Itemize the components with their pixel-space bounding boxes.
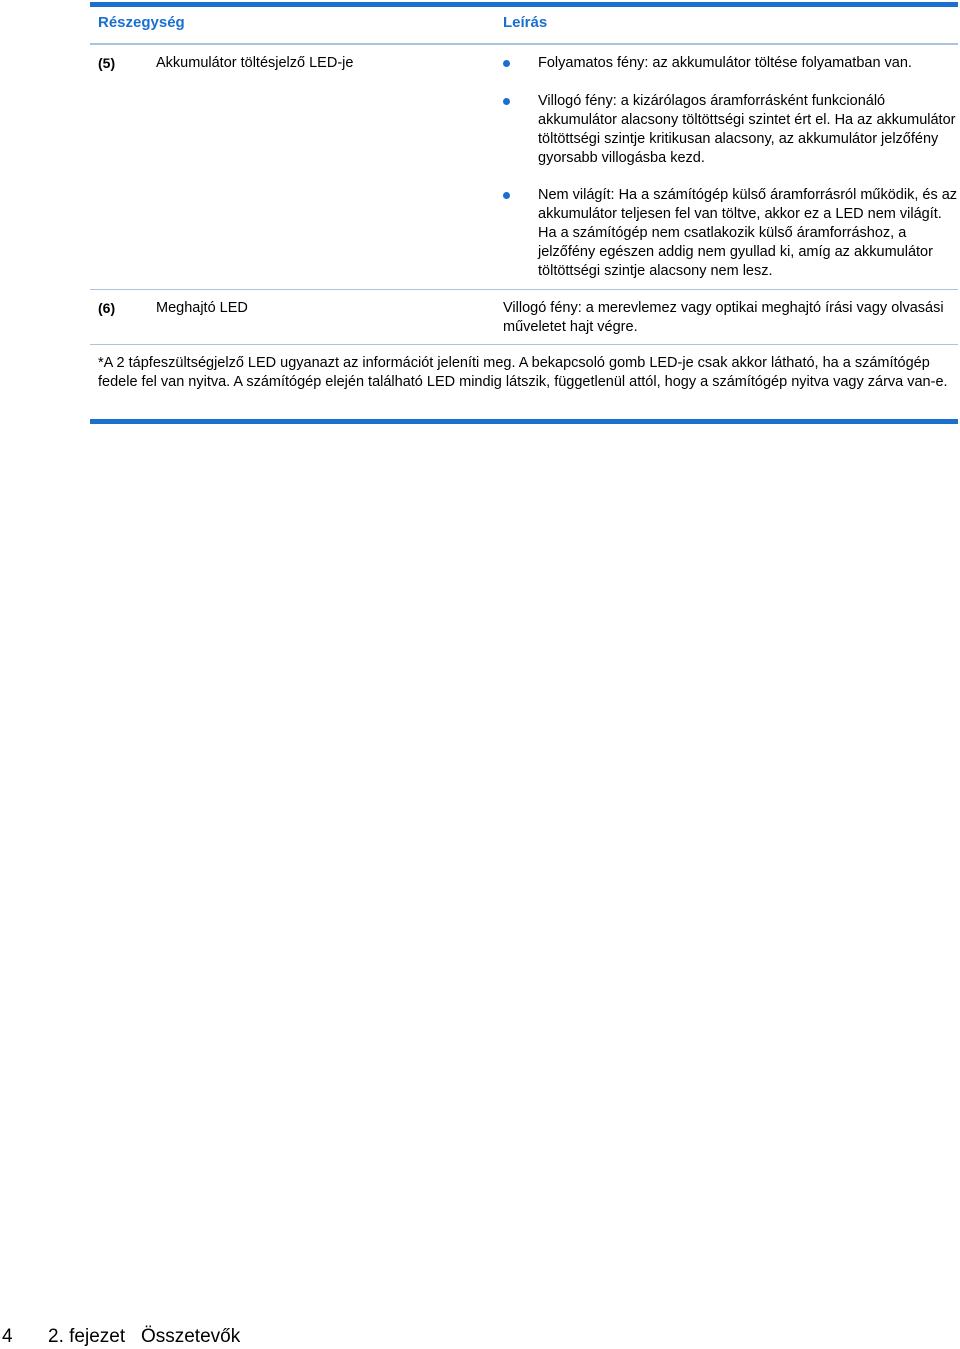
table-footnote: *A 2 tápfeszültségjelző LED ugyanazt az információt jeleníti meg. A bekapcsoló gomb LED-je csak akkor látható, ha a számítógép fedele fel van nyitva. A számítógép elején található LED mindig látszik, függetlenül attól, hogy a számítógép nyitva vagy zárva van-e.: [98, 355, 948, 390]
chapter-title: 2. fejezet Összetevők: [48, 1326, 241, 1347]
table-bottom-rule: [90, 419, 958, 424]
table-top-rule: [90, 2, 958, 7]
bullet-text: Nem világít: Ha a számítógép külső áramforrásról működik, és az akkumulátor teljesen fel van töltve, akkor ez a LED nem világít. Ha a számítógép nem csatlakozik külső áramforráshoz, a jelzőfény egészen addig nem gyullad ki, amíg az akkumulátor töltöttségi szintje alacsony nem lesz.: [538, 187, 958, 279]
row-component-name: Meghajtó LED: [156, 300, 248, 316]
row-component-name: Akkumulátor töltésjelző LED-je: [156, 55, 354, 71]
page-number: 4: [2, 1326, 13, 1347]
bullet-icon: [503, 192, 510, 199]
bullet-icon: [503, 98, 510, 105]
row-divider: [90, 289, 958, 290]
row-description: Villogó fény: a merevlemez vagy optikai meghajtó írási vagy olvasási műveletet hajt végre.: [503, 300, 944, 335]
row-number: (5): [98, 55, 116, 71]
header-divider: [90, 43, 958, 45]
bullet-text: Villogó fény: a kizárólagos áramforrásként funkcionáló akkumulátor alacsony töltöttségi szintet ért el. Ha az akkumulátor töltöttségi szintje kritikusan alacsony, az akkumulátor jelzőfény gyorsabb villogásba kezd.: [538, 93, 956, 166]
row-divider: [90, 344, 958, 345]
header-component: Részegység: [98, 14, 185, 31]
bullet-icon: [503, 60, 510, 67]
header-description: Leírás: [503, 14, 548, 31]
bullet-text: Folyamatos fény: az akkumulátor töltése folyamatban van.: [538, 55, 912, 71]
row-number: (6): [98, 300, 116, 316]
table-header: [90, 14, 958, 38]
